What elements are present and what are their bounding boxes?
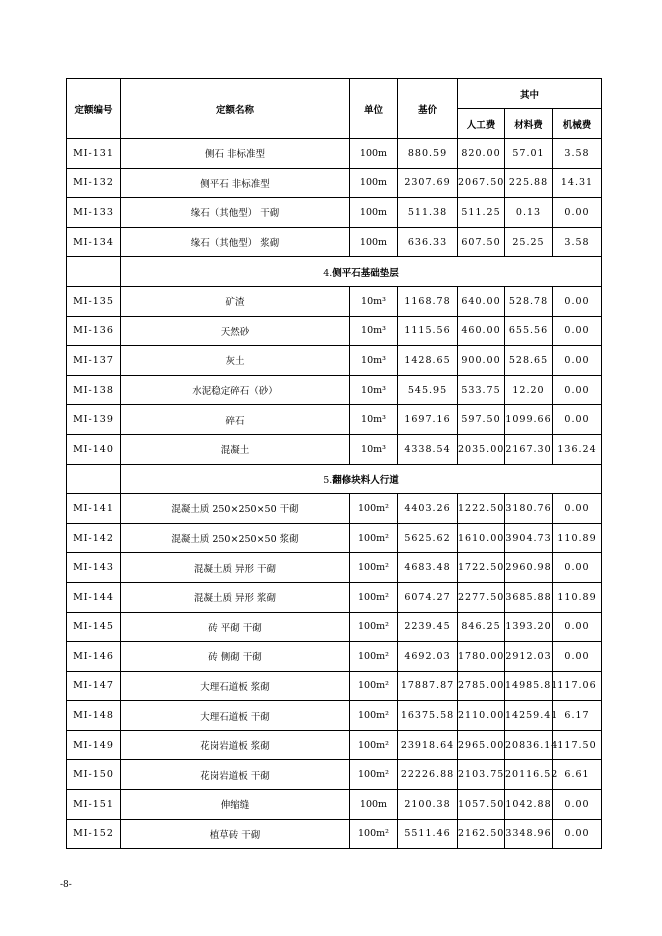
base-price-cell: 23918.64 bbox=[398, 730, 458, 760]
name-cell: 花岗岩道板 浆砌 bbox=[121, 730, 350, 760]
quota-table-body bbox=[67, 139, 602, 849]
unit-cell: 100m² bbox=[350, 760, 398, 790]
unit-cell: 10m³ bbox=[350, 375, 398, 405]
unit-cell: 10m³ bbox=[350, 405, 398, 435]
name-cell: 灰土 bbox=[121, 346, 350, 376]
code-cell: MI-152 bbox=[67, 819, 121, 849]
code-cell: MI-145 bbox=[67, 612, 121, 642]
name-cell: 天然砂 bbox=[121, 316, 350, 346]
labor-cell: 460.00 bbox=[458, 316, 505, 346]
name-cell: 植草砖 干砌 bbox=[121, 819, 350, 849]
labor-cell: 2110.00 bbox=[458, 701, 505, 731]
material-cell: 1042.88 bbox=[505, 790, 553, 820]
name-cell: 缘石（其他型） 干砌 bbox=[121, 198, 350, 228]
name-cell: 大理石道板 浆砌 bbox=[121, 671, 350, 701]
table-row bbox=[67, 819, 602, 849]
section-title-cell bbox=[121, 257, 602, 287]
labor-cell: 900.00 bbox=[458, 346, 505, 376]
table-row bbox=[67, 139, 602, 169]
table-row bbox=[67, 612, 602, 642]
table-row bbox=[67, 316, 602, 346]
table-row bbox=[67, 375, 602, 405]
base-price-cell: 4338.54 bbox=[398, 434, 458, 464]
name-cell: 混凝土 bbox=[121, 434, 350, 464]
table-row bbox=[67, 701, 602, 731]
name-cell: 矿渣 bbox=[121, 286, 350, 316]
material-cell: 14985.81 bbox=[505, 671, 553, 701]
quota-table bbox=[66, 78, 602, 849]
header-row-1 bbox=[67, 79, 602, 109]
table-row bbox=[67, 730, 602, 760]
base-price-cell: 1697.16 bbox=[398, 405, 458, 435]
material-cell: 528.78 bbox=[505, 286, 553, 316]
code-cell: MI-144 bbox=[67, 582, 121, 612]
material-cell: 528.65 bbox=[505, 346, 553, 376]
table-row bbox=[67, 434, 602, 464]
name-cell: 花岗岩道板 干砌 bbox=[121, 760, 350, 790]
header-base-price: 基价 bbox=[398, 79, 458, 139]
section-title: 侧平石基础垫层 bbox=[332, 267, 399, 279]
machine-cell: 3.58 bbox=[553, 139, 602, 169]
labor-cell: 1780.00 bbox=[458, 642, 505, 672]
labor-cell: 1610.00 bbox=[458, 523, 505, 553]
machine-cell: 6.61 bbox=[553, 760, 602, 790]
table-row bbox=[67, 227, 602, 257]
unit-cell: 100m bbox=[350, 790, 398, 820]
base-price-cell: 16375.58 bbox=[398, 701, 458, 731]
header-code: 定额编号 bbox=[67, 79, 121, 139]
base-price-cell: 4692.03 bbox=[398, 642, 458, 672]
base-price-cell: 17887.87 bbox=[398, 671, 458, 701]
labor-cell: 2785.00 bbox=[458, 671, 505, 701]
header-material: 材料费 bbox=[505, 109, 553, 139]
base-price-cell: 2307.69 bbox=[398, 168, 458, 198]
base-price-cell: 5625.62 bbox=[398, 523, 458, 553]
code-cell: MI-137 bbox=[67, 346, 121, 376]
machine-cell: 110.89 bbox=[553, 582, 602, 612]
name-cell: 侧石 非标准型 bbox=[121, 139, 350, 169]
labor-cell: 2277.50 bbox=[458, 582, 505, 612]
labor-cell: 597.50 bbox=[458, 405, 505, 435]
name-cell: 伸缩缝 bbox=[121, 790, 350, 820]
base-price-cell: 545.95 bbox=[398, 375, 458, 405]
material-cell: 2912.03 bbox=[505, 642, 553, 672]
header-name: 定额名称 bbox=[121, 79, 350, 139]
unit-cell: 100m² bbox=[350, 730, 398, 760]
base-price-cell: 5511.46 bbox=[398, 819, 458, 849]
name-cell: 混凝土质 250×250×50 干砌 bbox=[121, 494, 350, 524]
name-cell: 侧平石 非标准型 bbox=[121, 168, 350, 198]
labor-cell: 1057.50 bbox=[458, 790, 505, 820]
base-price-cell: 2100.38 bbox=[398, 790, 458, 820]
base-price-cell: 4683.48 bbox=[398, 553, 458, 583]
material-cell: 12.20 bbox=[505, 375, 553, 405]
material-cell: 1099.66 bbox=[505, 405, 553, 435]
machine-cell: 0.00 bbox=[553, 375, 602, 405]
name-cell: 砖 平砌 干砌 bbox=[121, 612, 350, 642]
material-cell: 1393.20 bbox=[505, 612, 553, 642]
material-cell: 14259.41 bbox=[505, 701, 553, 731]
table-row bbox=[67, 198, 602, 228]
machine-cell: 117.06 bbox=[553, 671, 602, 701]
code-cell: MI-143 bbox=[67, 553, 121, 583]
section-code-cell bbox=[67, 257, 121, 287]
unit-cell: 100m² bbox=[350, 582, 398, 612]
material-cell: 3348.96 bbox=[505, 819, 553, 849]
machine-cell: 0.00 bbox=[553, 612, 602, 642]
header-machine: 机械费 bbox=[553, 109, 602, 139]
labor-cell: 533.75 bbox=[458, 375, 505, 405]
machine-cell: 0.00 bbox=[553, 316, 602, 346]
unit-cell: 100m² bbox=[350, 819, 398, 849]
machine-cell: 6.17 bbox=[553, 701, 602, 731]
unit-cell: 100m² bbox=[350, 701, 398, 731]
code-cell: MI-135 bbox=[67, 286, 121, 316]
name-cell: 大理石道板 干砌 bbox=[121, 701, 350, 731]
page-number: -8- bbox=[60, 880, 72, 890]
section-code-cell bbox=[67, 464, 121, 494]
base-price-cell: 6074.27 bbox=[398, 582, 458, 612]
machine-cell: 136.24 bbox=[553, 434, 602, 464]
unit-cell: 100m bbox=[350, 227, 398, 257]
labor-cell: 1722.50 bbox=[458, 553, 505, 583]
machine-cell: 0.00 bbox=[553, 494, 602, 524]
labor-cell: 640.00 bbox=[458, 286, 505, 316]
unit-cell: 100m bbox=[350, 139, 398, 169]
base-price-cell: 1115.56 bbox=[398, 316, 458, 346]
table-row bbox=[67, 790, 602, 820]
unit-cell: 10m³ bbox=[350, 346, 398, 376]
machine-cell: 110.89 bbox=[553, 523, 602, 553]
labor-cell: 2035.00 bbox=[458, 434, 505, 464]
code-cell: MI-150 bbox=[67, 760, 121, 790]
code-cell: MI-149 bbox=[67, 730, 121, 760]
unit-cell: 100m bbox=[350, 198, 398, 228]
base-price-cell: 1168.78 bbox=[398, 286, 458, 316]
name-cell: 混凝土质 异形 干砌 bbox=[121, 553, 350, 583]
labor-cell: 846.25 bbox=[458, 612, 505, 642]
base-price-cell: 22226.88 bbox=[398, 760, 458, 790]
code-cell: MI-148 bbox=[67, 701, 121, 731]
labor-cell: 511.25 bbox=[458, 198, 505, 228]
labor-cell: 820.00 bbox=[458, 139, 505, 169]
machine-cell: 3.58 bbox=[553, 227, 602, 257]
code-cell: MI-134 bbox=[67, 227, 121, 257]
unit-cell: 10m³ bbox=[350, 434, 398, 464]
table-row bbox=[67, 582, 602, 612]
code-cell: MI-139 bbox=[67, 405, 121, 435]
table-row bbox=[67, 346, 602, 376]
machine-cell: 117.50 bbox=[553, 730, 602, 760]
labor-cell: 2162.50 bbox=[458, 819, 505, 849]
table-row bbox=[67, 168, 602, 198]
section-number: 5. bbox=[323, 474, 333, 486]
material-cell: 25.25 bbox=[505, 227, 553, 257]
base-price-cell: 1428.65 bbox=[398, 346, 458, 376]
section-row bbox=[67, 257, 602, 287]
section-row bbox=[67, 464, 602, 494]
labor-cell: 2067.50 bbox=[458, 168, 505, 198]
base-price-cell: 880.59 bbox=[398, 139, 458, 169]
machine-cell: 0.00 bbox=[553, 405, 602, 435]
code-cell: MI-146 bbox=[67, 642, 121, 672]
material-cell: 3180.76 bbox=[505, 494, 553, 524]
table-row bbox=[67, 494, 602, 524]
unit-cell: 10m³ bbox=[350, 286, 398, 316]
material-cell: 3904.73 bbox=[505, 523, 553, 553]
code-cell: MI-141 bbox=[67, 494, 121, 524]
machine-cell: 0.00 bbox=[553, 642, 602, 672]
unit-cell: 100m² bbox=[350, 671, 398, 701]
base-price-cell: 636.33 bbox=[398, 227, 458, 257]
table-row bbox=[67, 642, 602, 672]
material-cell: 20116.52 bbox=[505, 760, 553, 790]
table-row bbox=[67, 553, 602, 583]
code-cell: MI-151 bbox=[67, 790, 121, 820]
labor-cell: 2103.75 bbox=[458, 760, 505, 790]
name-cell: 缘石（其他型） 浆砌 bbox=[121, 227, 350, 257]
material-cell: 655.56 bbox=[505, 316, 553, 346]
table-row bbox=[67, 523, 602, 553]
labor-cell: 607.50 bbox=[458, 227, 505, 257]
section-number: 4. bbox=[323, 267, 333, 279]
material-cell: 3685.88 bbox=[505, 582, 553, 612]
unit-cell: 100m² bbox=[350, 612, 398, 642]
base-price-cell: 2239.45 bbox=[398, 612, 458, 642]
table-row bbox=[67, 286, 602, 316]
material-cell: 2960.98 bbox=[505, 553, 553, 583]
material-cell: 57.01 bbox=[505, 139, 553, 169]
material-cell: 225.88 bbox=[505, 168, 553, 198]
machine-cell: 0.00 bbox=[553, 198, 602, 228]
code-cell: MI-133 bbox=[67, 198, 121, 228]
name-cell: 混凝土质 异形 浆砌 bbox=[121, 582, 350, 612]
machine-cell: 0.00 bbox=[553, 553, 602, 583]
table-row bbox=[67, 671, 602, 701]
material-cell: 2167.30 bbox=[505, 434, 553, 464]
header-labor: 人工费 bbox=[458, 109, 505, 139]
machine-cell: 0.00 bbox=[553, 286, 602, 316]
machine-cell: 0.00 bbox=[553, 819, 602, 849]
unit-cell: 100m bbox=[350, 168, 398, 198]
code-cell: MI-147 bbox=[67, 671, 121, 701]
machine-cell: 14.31 bbox=[553, 168, 602, 198]
base-price-cell: 511.38 bbox=[398, 198, 458, 228]
unit-cell: 100m² bbox=[350, 523, 398, 553]
code-cell: MI-136 bbox=[67, 316, 121, 346]
base-price-cell: 4403.26 bbox=[398, 494, 458, 524]
unit-cell: 100m² bbox=[350, 494, 398, 524]
material-cell: 20836.14 bbox=[505, 730, 553, 760]
header-of-which: 其中 bbox=[458, 79, 602, 109]
section-title: 翻修块料人行道 bbox=[332, 474, 399, 486]
code-cell: MI-132 bbox=[67, 168, 121, 198]
name-cell: 砖 侧砌 干砌 bbox=[121, 642, 350, 672]
machine-cell: 0.00 bbox=[553, 790, 602, 820]
code-cell: MI-142 bbox=[67, 523, 121, 553]
code-cell: MI-138 bbox=[67, 375, 121, 405]
unit-cell: 10m³ bbox=[350, 316, 398, 346]
labor-cell: 1222.50 bbox=[458, 494, 505, 524]
table-row bbox=[67, 405, 602, 435]
material-cell: 0.13 bbox=[505, 198, 553, 228]
code-cell: MI-140 bbox=[67, 434, 121, 464]
section-title-cell bbox=[121, 464, 602, 494]
code-cell: MI-131 bbox=[67, 139, 121, 169]
name-cell: 碎石 bbox=[121, 405, 350, 435]
unit-cell: 100m² bbox=[350, 553, 398, 583]
unit-cell: 100m² bbox=[350, 642, 398, 672]
header-unit: 单位 bbox=[350, 79, 398, 139]
name-cell: 水泥稳定碎石（砂） bbox=[121, 375, 350, 405]
labor-cell: 2965.00 bbox=[458, 730, 505, 760]
machine-cell: 0.00 bbox=[553, 346, 602, 376]
name-cell: 混凝土质 250×250×50 浆砌 bbox=[121, 523, 350, 553]
table-row bbox=[67, 760, 602, 790]
